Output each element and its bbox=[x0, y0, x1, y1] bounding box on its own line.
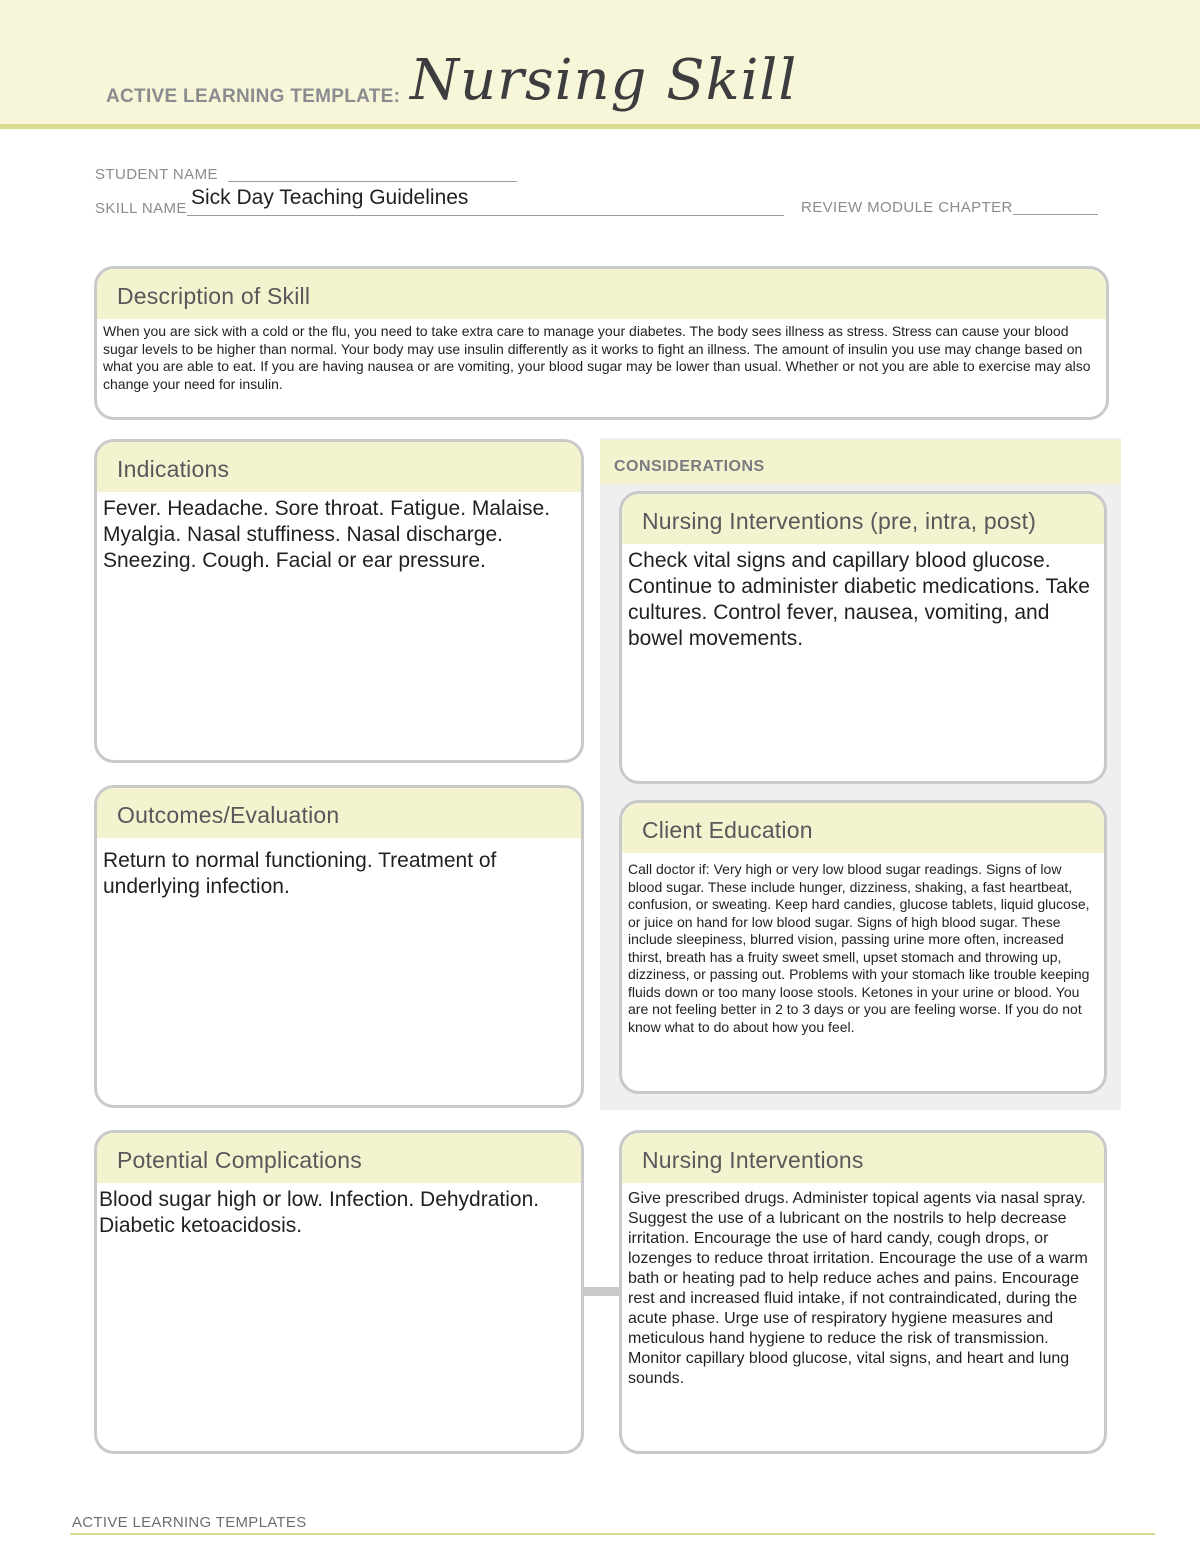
client-education-heading: Client Education bbox=[622, 803, 1104, 853]
skill-name-value: Sick Day Teaching Guidelines bbox=[191, 186, 469, 209]
student-name-label: STUDENT NAME bbox=[95, 166, 218, 183]
footer-rule bbox=[70, 1533, 1155, 1535]
client-education-text[interactable]: Call doctor if: Very high or very low blood sugar readings. Signs of low blood sugar. These include hunger, dizziness, shaking, a fast heartbeat, confusion, or sweating. Keep hard candies, glucose tablets, liquid glucose, or juice on hand for low blood sugar. Signs of high blood sugar. These include sleepiness, blurred vision, passing urine more often, increased thirst, breath has a fruity sweet smell, upset stomach and throwing up, dizziness, or passing out. Problems with your stomach like trouble keeping fluids down or too many loose stools. Ketones in your urine or blood. You are not feeling better in 2 to 3 days or you are feeling worse. If you do not know what to do about how you feel. bbox=[628, 861, 1090, 1035]
nursing-interventions-pip-text[interactable]: Check vital signs and capillary blood glucose. Continue to administer diabetic medications. Take cultures. Control fever, nausea, vomiting, and bowel movements. bbox=[628, 549, 1090, 650]
review-module-label: REVIEW MODULE CHAPTER bbox=[801, 199, 1013, 216]
review-module-field[interactable] bbox=[1013, 214, 1098, 215]
nursing-interventions-heading: Nursing Interventions bbox=[622, 1133, 1104, 1183]
complications-heading: Potential Complications bbox=[97, 1133, 581, 1183]
page-title: Nursing Skill bbox=[410, 48, 798, 113]
template-label: ACTIVE LEARNING TEMPLATE: bbox=[106, 86, 401, 107]
footer-text: ACTIVE LEARNING TEMPLATES bbox=[72, 1514, 307, 1531]
skill-name-label: SKILL NAME bbox=[95, 200, 187, 217]
client-education-box bbox=[619, 800, 1107, 1094]
student-name-field[interactable] bbox=[228, 181, 517, 182]
indications-text[interactable]: Fever. Headache. Sore throat. Fatigue. Malaise. Myalgia. Nasal stuffiness. Nasal discharge. Sneezing. Cough. Facial or ear pressure. bbox=[103, 497, 551, 572]
indications-heading: Indications bbox=[97, 442, 581, 492]
complications-box bbox=[94, 1130, 584, 1454]
description-text[interactable]: When you are sick with a cold or the flu, you need to take extra care to manage your diabetes. The body sees illness as stress. Stress can cause your blood sugar levels to be higher than normal. Your body may use insulin differently as it works to fight an illness. The amount of insulin you use may change based on what you are able to eat. If you are having nausea or are vomiting, your blood sugar may be lower than usual. Whether or not you are able to exercise may also change your need for insulin. bbox=[103, 323, 1091, 392]
nursing-interventions-text[interactable]: Give prescribed drugs. Administer topical agents via nasal spray. Suggest the use of a lubricant on the nostrils to help decrease irritation. Encourage the use of hard candy, cough drops, or lozenges to reduce throat irritation. Encourage the use of a warm bath or heating pad to help reduce aches and pains. Encourage rest and increased fluid intake, if not contraindicated, during the acute phase. Urge use of respiratory hygiene measures and meticulous hand hygiene to reduce the risk of transmission. Monitor capillary blood glucose, vital signs, and heart and lung sounds. bbox=[628, 1190, 1088, 1387]
complications-text[interactable]: Blood sugar high or low. Infection. Dehydration. Diabetic ketoacidosis. bbox=[99, 1188, 540, 1237]
description-heading: Description of Skill bbox=[97, 269, 1106, 319]
connector-bar bbox=[582, 1287, 620, 1296]
considerations-label: CONSIDERATIONS bbox=[614, 458, 765, 475]
outcomes-text[interactable]: Return to normal functioning. Treatment of underlying infection. bbox=[103, 849, 497, 898]
outcomes-box bbox=[94, 785, 584, 1108]
description-box bbox=[94, 266, 1109, 420]
nursing-interventions-pip-heading: Nursing Interventions (pre, intra, post) bbox=[622, 494, 1104, 544]
outcomes-heading: Outcomes/Evaluation bbox=[97, 788, 581, 838]
nursing-interventions-box bbox=[619, 1130, 1107, 1454]
indications-box bbox=[94, 439, 584, 763]
nursing-interventions-pip-box bbox=[619, 491, 1107, 784]
skill-name-field[interactable] bbox=[187, 215, 784, 216]
